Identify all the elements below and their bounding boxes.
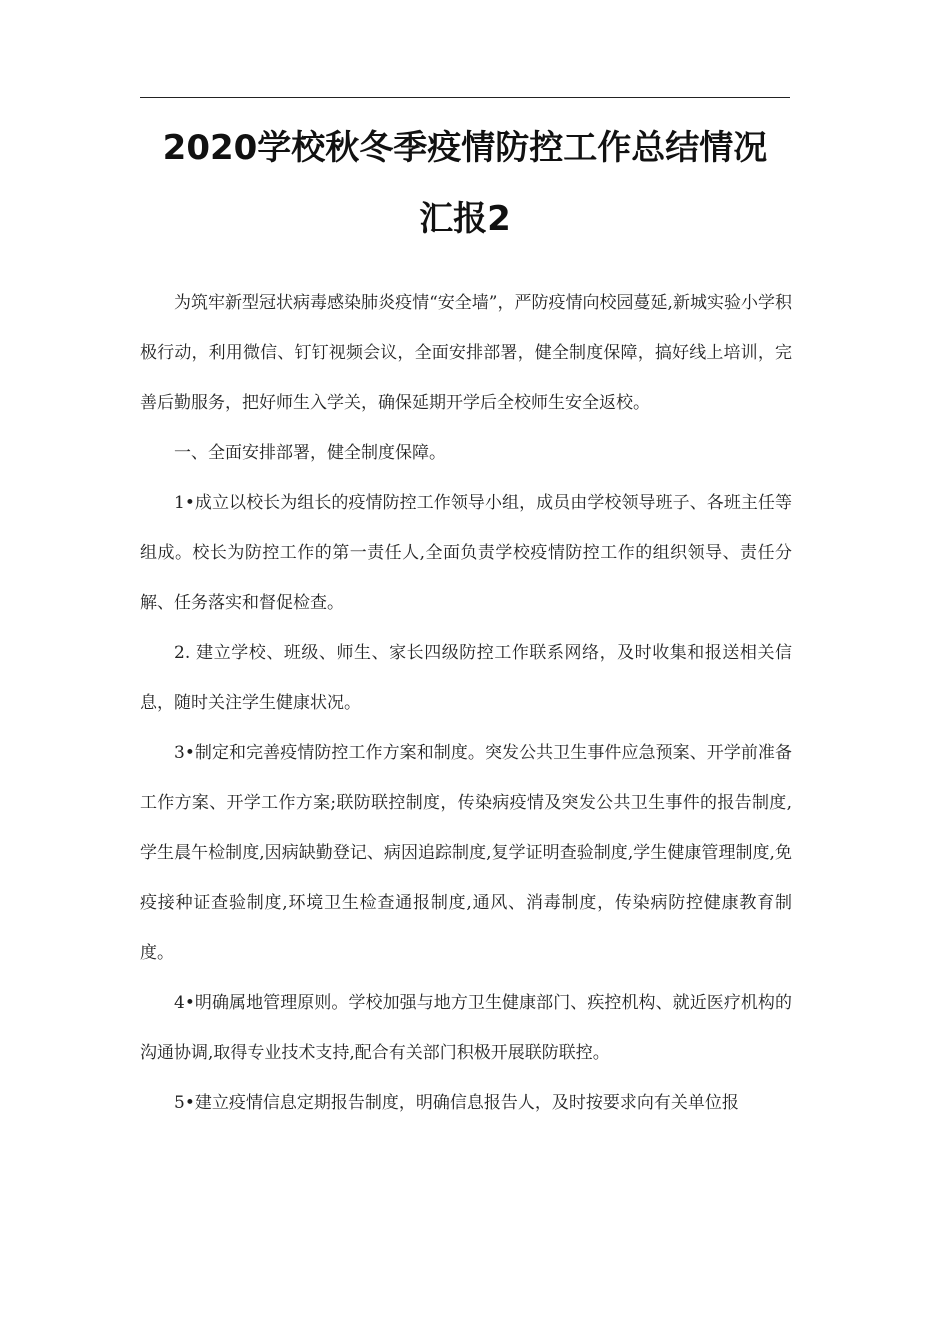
document-title-line-1: 2020学校秋冬季疫情防控工作总结情况 bbox=[162, 128, 768, 168]
document-title-line-2: 汇报2 bbox=[419, 199, 511, 239]
intro-paragraph: 为筑牢新型冠状病毒感染肺炎疫情“安全墙”，严防疫情向校园蔓延,新城实验小学积极行动，利用微信、钉钉视频会议，全面安排部署，健全制度保障，搞好线上培训，完善后勤服务，把好师生入学关，确保延期开学后全校师生安全返校。 bbox=[140, 293, 792, 413]
item-paragraph-4: 4•明确属地管理原则。学校加强与地方卫生健康部门、疾控机构、就近医疗机构的沟通协调,取得专业技术支持,配合有关部门积极开展联防联控。 bbox=[140, 993, 792, 1063]
header-rule bbox=[140, 97, 790, 98]
section-heading-1: 一、全面安排部署，健全制度保障。 bbox=[174, 443, 446, 463]
item-paragraph-3: 3•制定和完善疫情防控工作方案和制度。突发公共卫生事件应急预案、开学前准备工作方案、开学工作方案;联防联控制度，传染病疫情及突发公共卫生事件的报告制度,学生晨午检制度,因病缺勤登记、病因追踪制度,复学证明查验制度,学生健康管理制度,免疫接种证查验制度,环境卫生检查通报制度,通风、消毒制度，传染病防控健康教育制度。 bbox=[140, 743, 792, 963]
item-paragraph-1: 1•成立以校长为组长的疫情防控工作领导小组，成员由学校领导班子、各班主任等组成。校长为防控工作的第一责任人,全面负责学校疫情防控工作的组织领导、责任分解、任务落实和督促检查。 bbox=[140, 493, 792, 613]
item-paragraph-2: 2. 建立学校、班级、师生、家长四级防控工作联系网络，及时收集和报送相关信息，随时关注学生健康状况。 bbox=[140, 643, 792, 713]
document-body bbox=[140, 278, 792, 1128]
item-paragraph-5: 5•建立疫情信息定期报告制度，明确信息报告人，及时按要求向有关单位报 bbox=[174, 1093, 739, 1113]
